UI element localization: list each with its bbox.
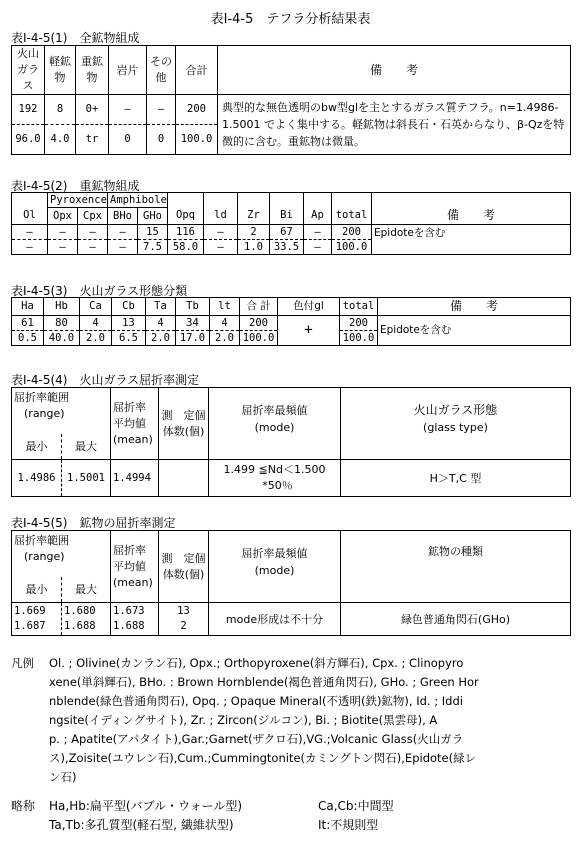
mode-percent: *50％ [262, 479, 293, 492]
cell: 4 [146, 316, 176, 331]
cell: — [48, 240, 78, 255]
header-total: 合計 [176, 46, 218, 95]
header-heavy-minerals: 重鉱物 [76, 46, 109, 95]
cell: 200 [340, 316, 378, 331]
cell: 200 [240, 316, 278, 331]
table3-caption: 表Ⅰ-4-5(3) 火山ガラス形態分類 [11, 284, 188, 298]
header-cpx: Cpx [78, 208, 108, 225]
abbr-key: 略称 [11, 799, 36, 813]
cell: 40.0 [44, 331, 80, 346]
range-en: (range) [24, 407, 65, 420]
blank [238, 193, 270, 208]
cell: — [108, 225, 138, 240]
header-total: total [332, 208, 372, 225]
cell: 0 [109, 125, 147, 155]
table2-heavy-minerals [11, 192, 571, 255]
cell: 8 [45, 95, 76, 125]
mode-label: 屈折率最頻値 [241, 547, 308, 560]
remarks-text: Epidoteを含む [372, 225, 571, 255]
cell: 4 [80, 316, 112, 331]
cell: — [304, 225, 332, 240]
mean-label: 屈折率平均値 [113, 543, 146, 573]
cell: 58.0 [168, 240, 204, 255]
cell: 2.0 [146, 331, 176, 346]
header-opx: Opx [48, 208, 78, 225]
table5-mineral-refractive-index [11, 530, 571, 636]
cell: 2 [238, 225, 270, 240]
header-bho: BHo [108, 208, 138, 225]
group-amphibole: Amphibole [108, 193, 168, 208]
blank [12, 193, 48, 208]
blank [332, 193, 372, 208]
count-value: 13 [177, 605, 190, 617]
legend-line: Ol. ; Olivine(カンラン石), Opx.; Orthopyroxene(斜方輝石), Cpx. ; Clinopyro [49, 656, 464, 670]
count-header: 測 定個体数(個) [159, 531, 209, 603]
abbr-intermediate: Ca,Cb:中間型 [318, 799, 394, 813]
mode-en: (mode) [254, 421, 295, 434]
cell: 15 [138, 225, 168, 240]
mode-range: 1.499 ≦Nd＜1.500 [223, 463, 326, 476]
remarks-text: Epidoteを含む [378, 316, 571, 346]
glass-type-value: H＞T,C 型 [341, 460, 571, 497]
header-cb: Cb [112, 298, 146, 316]
cell: — [304, 240, 332, 255]
mode-value: mode形成は不十分 [209, 603, 341, 636]
mineral-type-header: 鉱物の種類 [341, 531, 571, 603]
cell: 61 [12, 316, 44, 331]
mean-en: (mean) [113, 575, 153, 589]
header-ol: Ol [12, 208, 48, 225]
blank [270, 193, 304, 208]
mean-label: 屈折率平均値 [113, 400, 146, 430]
legend [0, 654, 581, 784]
min-value: 1.669 [14, 605, 46, 617]
cell: — [147, 95, 176, 125]
header-tb: Tb [176, 298, 210, 316]
table4-glass-refractive-index [11, 387, 571, 497]
abbr-irregular: It:不規則型 [318, 818, 379, 832]
min-value: 1.4986 [12, 460, 62, 497]
header-colored-glass: 色付gl [278, 298, 340, 316]
min-header: 最小 [12, 577, 62, 603]
cell: 13 [112, 316, 146, 331]
cell: — [204, 225, 238, 240]
cell: 2.0 [210, 331, 240, 346]
table1-caption: 表Ⅰ-4-5(1) 全鉱物組成 [11, 31, 140, 45]
cell: — [78, 240, 108, 255]
glass-type-header [341, 388, 571, 460]
mean-header [111, 531, 159, 603]
blank [372, 193, 571, 208]
cell: — [109, 95, 147, 125]
cell: — [12, 225, 48, 240]
range-header [12, 388, 111, 434]
min-value: 1.687 [14, 620, 46, 632]
header-ld: ld [204, 208, 238, 225]
range-header [12, 531, 111, 577]
cell: 96.0 [12, 125, 45, 155]
cell: 200 [332, 225, 372, 240]
legend-body [49, 654, 571, 787]
mean-value: 1.673 [113, 605, 145, 617]
cell: 17.0 [176, 331, 210, 346]
blank [304, 193, 332, 208]
legend-line: ス),Zoisite(ユウレン石),Cum.;Cummingtonite(カミングトン閃石),Epidote(緑レ [49, 751, 477, 765]
cell: 116 [168, 225, 204, 240]
header-remarks: 備 考 [218, 46, 571, 95]
cell: 6.5 [112, 331, 146, 346]
mean-values [111, 603, 159, 636]
header-rock-fragments: 岩片 [109, 46, 147, 95]
cell: 34 [176, 316, 210, 331]
legend-key: 凡例 [11, 656, 34, 670]
cell: — [12, 240, 48, 255]
abbr-flat: Ha,Hb:扁平型(バブル・ウォール型) [49, 799, 243, 813]
cell: 4.0 [45, 125, 76, 155]
header-ca: Ca [80, 298, 112, 316]
header-other: その他 [147, 46, 176, 95]
table3-glass-morphology [11, 297, 571, 346]
cell: — [48, 225, 78, 240]
mode-header [209, 531, 341, 603]
min-values [12, 603, 62, 636]
cell: 1.0 [238, 240, 270, 255]
cell: 100.0 [332, 240, 372, 255]
cell: tr [76, 125, 109, 155]
count-values [159, 603, 209, 636]
cell: 100.0 [176, 125, 218, 155]
remarks-text: 典型的な無色透明のbw型glを主とするガラス質テフラ。n=1.4986-1.5001 でよく集中する。軽鉱物は斜長石・石英からなり、β-Qzを特徴的に含む。重鉱物は微量。 [218, 95, 571, 155]
count-value: 2 [180, 620, 187, 632]
abbr-porous: Ta,Tb:多孔質型(軽石型, 繊維状型) [49, 818, 234, 832]
table4-caption: 表Ⅰ-4-5(4) 火山ガラス屈折率測定 [11, 373, 200, 387]
header-lt: lt [210, 298, 240, 316]
cell: 33.5 [270, 240, 304, 255]
mode-label: 屈折率最頻値 [241, 404, 308, 417]
max-values [62, 603, 111, 636]
table2-caption: 表Ⅰ-4-5(2) 重鉱物組成 [11, 179, 140, 193]
mode-en: (mode) [254, 564, 295, 577]
mean-value: 1.688 [113, 620, 145, 632]
mode-header [209, 388, 341, 460]
glass-type-en: (glass type) [423, 421, 488, 434]
page-title: 表Ⅰ-4-5 テフラ分析結果表 [210, 12, 371, 27]
max-value: 1.5001 [62, 460, 111, 497]
legend-line: nblende(緑色普通角閃石), Opq. ; Opaque Mineral(不透明(鉄)鉱物), Id. ; Iddi [49, 694, 463, 708]
cell: — [204, 240, 238, 255]
max-value: 1.680 [64, 605, 96, 617]
cell: 0 [147, 125, 176, 155]
cell: 0.5 [12, 331, 44, 346]
cell: 2.0 [80, 331, 112, 346]
table1-mineral-composition [11, 45, 571, 155]
cell: 7.5 [138, 240, 168, 255]
cell: 100.0 [240, 331, 278, 346]
header-ta: Ta [146, 298, 176, 316]
legend-line: ン石) [49, 770, 77, 784]
header-zr: Zr [238, 208, 270, 225]
max-header: 最大 [62, 577, 111, 603]
legend-line: p. ; Apatite(アパタイト),Gar.;Garnet(ザクロ石),VG.;Volcanic Glass(火山ガラ [49, 732, 464, 746]
group-pyroxene: Pyroxence [48, 193, 108, 208]
header-volcanic-glass: 火山ガラス [12, 46, 45, 95]
header-bi: Bi [270, 208, 304, 225]
mean-header [111, 388, 159, 460]
colored-glass-value: + [278, 316, 340, 346]
mode-value [209, 460, 341, 497]
max-value: 1.688 [64, 620, 96, 632]
mean-en: (mean) [113, 432, 153, 446]
header-remarks: 備 考 [372, 208, 571, 225]
range-en: (range) [24, 550, 65, 563]
header-ha: Ha [12, 298, 44, 316]
mean-value: 1.4994 [111, 460, 159, 497]
header-ap: Ap [304, 208, 332, 225]
header-total: total [340, 298, 378, 316]
count-header: 測 定個体数(個) [159, 388, 209, 460]
header-gho: GHo [138, 208, 168, 225]
blank [204, 193, 238, 208]
legend-line: xene(単斜輝石), BHo. : Brown Hornblende(褐色普通角閃石), GHo. ; Green Hor [49, 675, 479, 689]
cell: 200 [176, 95, 218, 125]
header-opq: Opq [168, 208, 204, 225]
header-hb: Hb [44, 298, 80, 316]
header-remarks: 備 考 [378, 298, 571, 316]
cell: 100.0 [340, 331, 378, 346]
max-header: 最大 [62, 434, 111, 460]
glass-type-label: 火山ガラス形態 [413, 403, 498, 417]
cell: 67 [270, 225, 304, 240]
cell: 0+ [76, 95, 109, 125]
header-light-minerals: 軽鉱物 [45, 46, 76, 95]
range-label: 屈折率範囲 [14, 391, 69, 404]
cell: 80 [44, 316, 80, 331]
legend-line: ngsite(イディングサイト), Zr. ; Zircon(ジルコン), Bi. ; Biotite(黒雲母), A [49, 713, 438, 727]
cell: — [108, 240, 138, 255]
range-label: 屈折率範囲 [14, 534, 69, 547]
cell: — [78, 225, 108, 240]
min-header: 最小 [12, 434, 62, 460]
header-sum: 合 計 [240, 298, 278, 316]
blank [168, 193, 204, 208]
table5-caption: 表Ⅰ-4-5(5) 鉱物の屈折率測定 [11, 516, 176, 530]
count-value [159, 460, 209, 497]
cell: 192 [12, 95, 45, 125]
cell: 4 [210, 316, 240, 331]
mineral-type-value: 緑色普通角閃石(GHo) [341, 603, 571, 636]
